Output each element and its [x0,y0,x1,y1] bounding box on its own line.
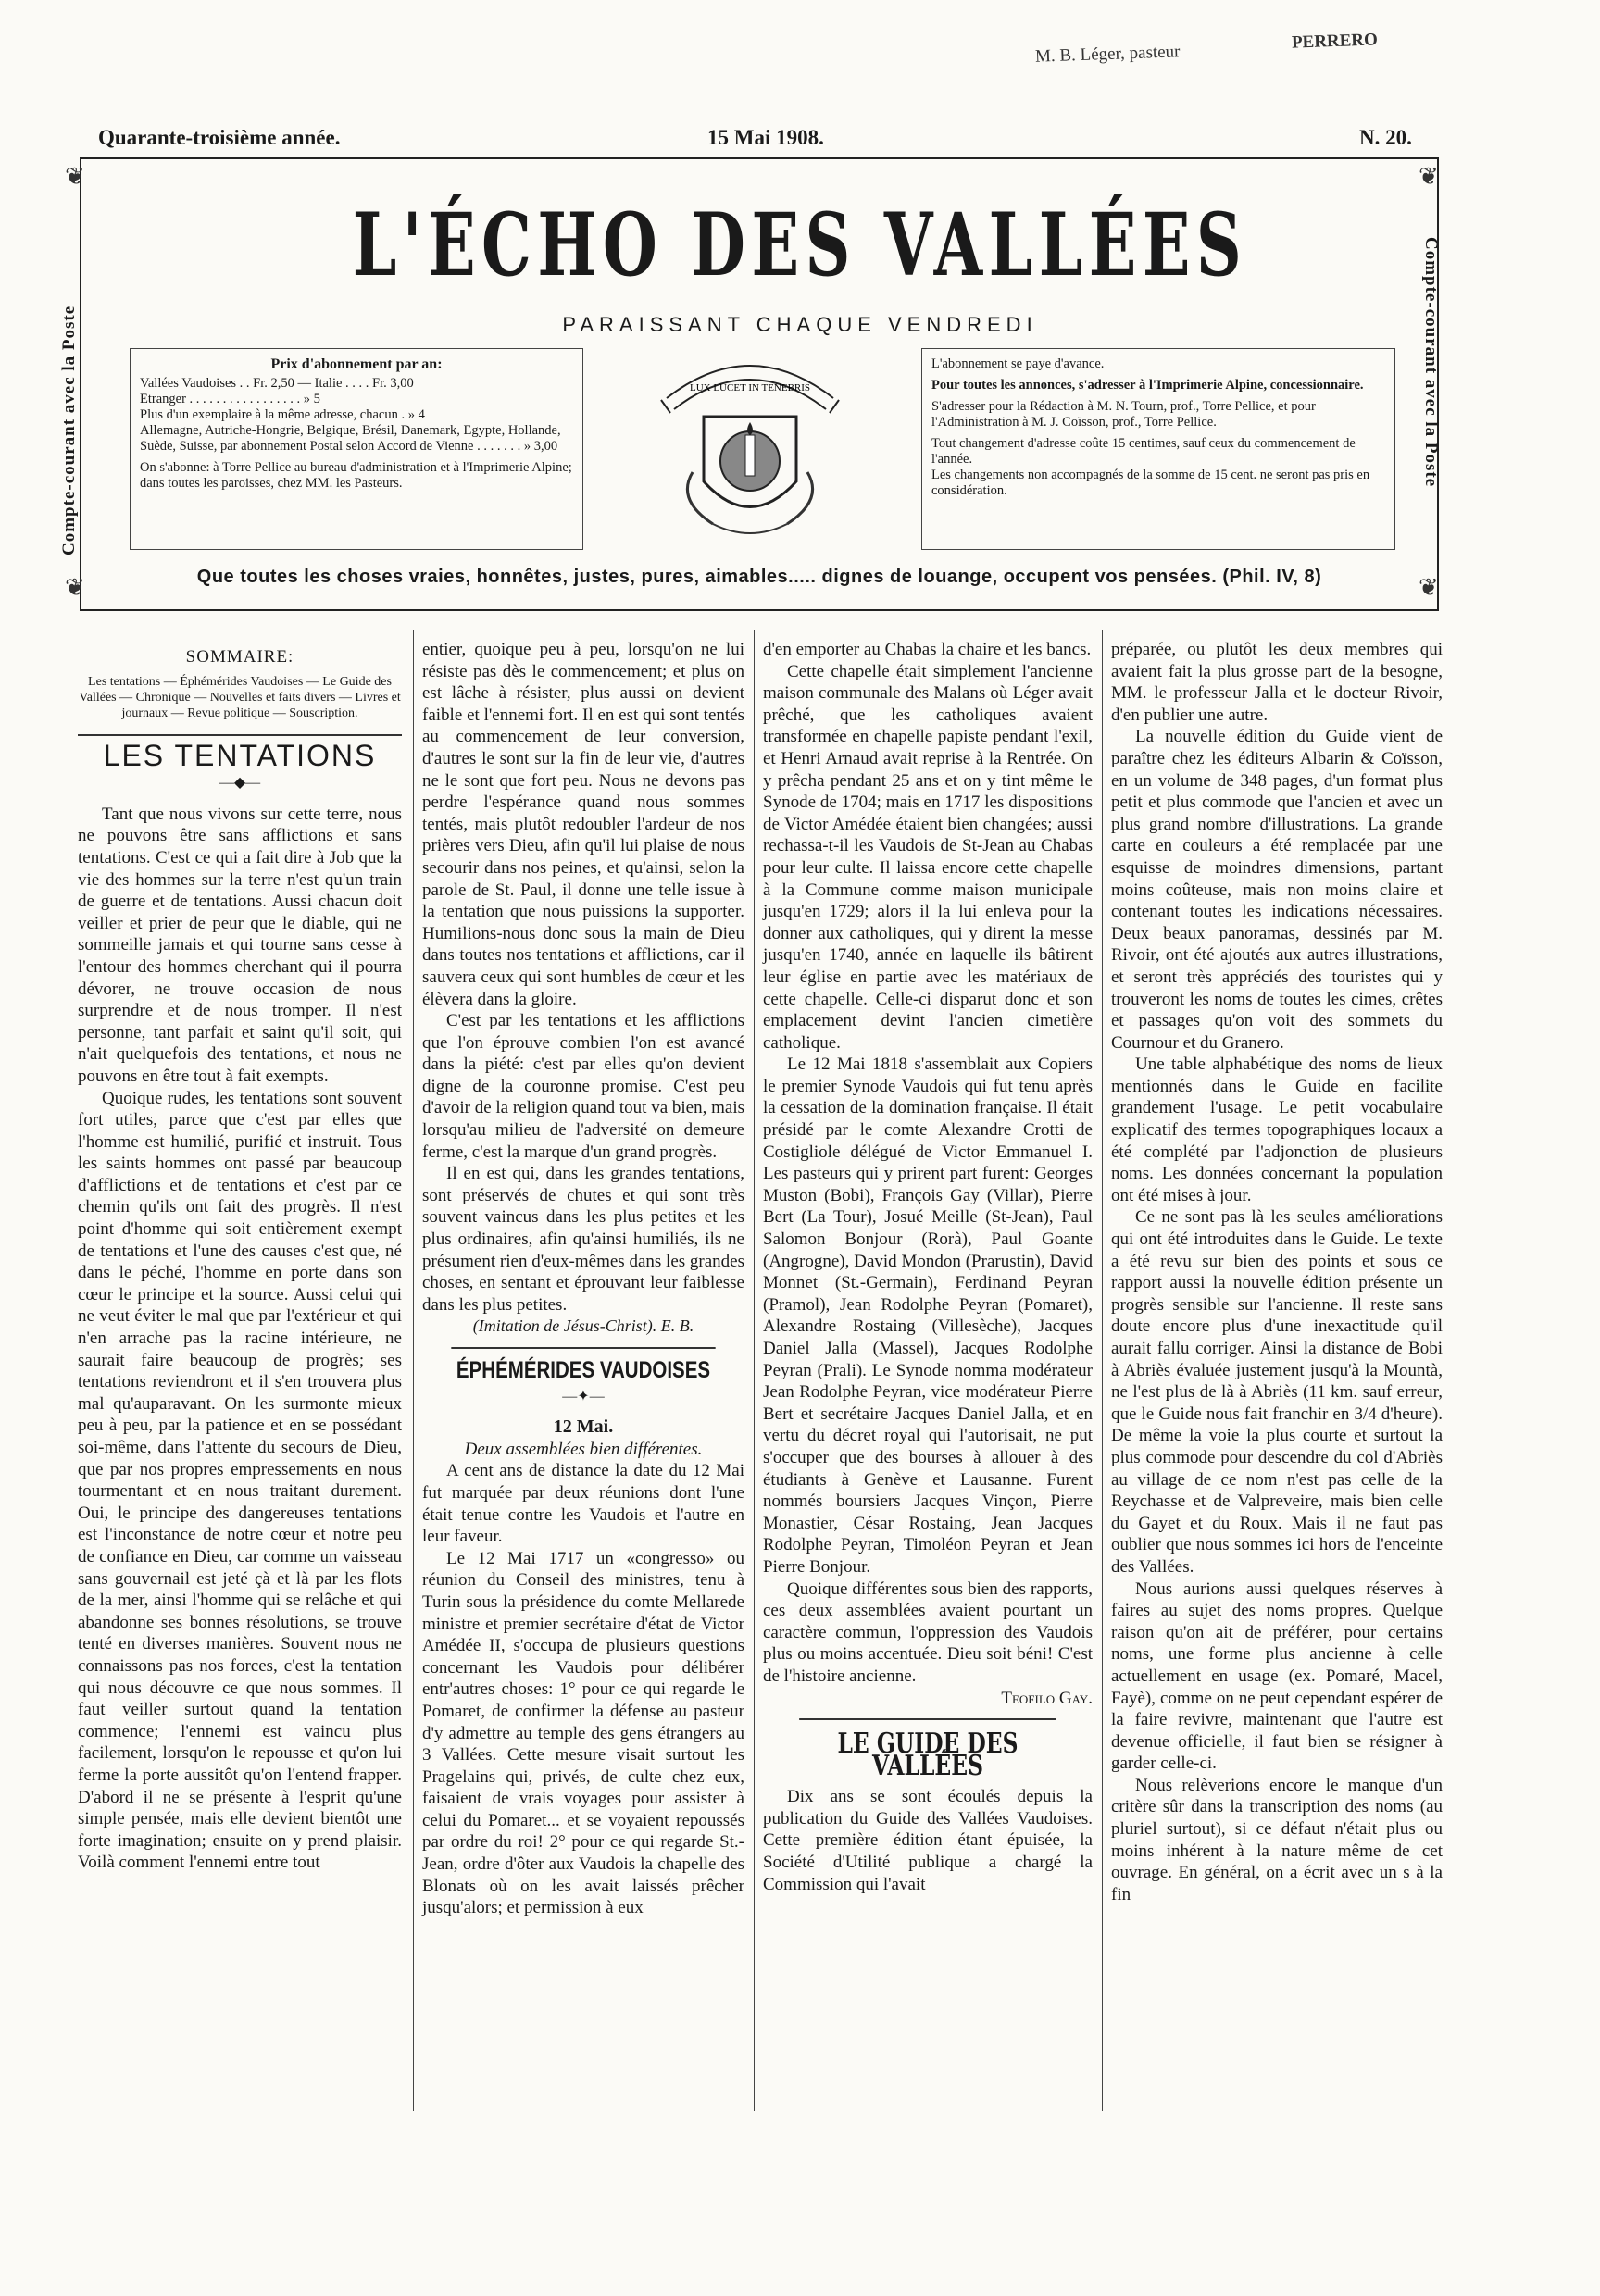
paragraph: Nous relèverions encore le manque d'un critère sûr dans la transcription des noms (au pluriel surtout), si ce défaut n'était plus ou moins inhérent à la nature même de cet ouvrage. En général, on a écrit avec un s à la fin [1111,1775,1443,1904]
place-stamp: PERRERO [1291,30,1379,53]
year-label: Quarante-troisième année. [98,126,341,149]
subscription-line: Vallées Vaudoises . . Fr. 2,50 — Italie . . . . Fr. 3,00 [140,376,414,391]
paragraph: Le 12 Mai 1818 s'assemblait aux Copiers le premier Synode Vaudois qui fut tenu après la cessation de la domination française. Il était présidé par le comte Alexandre Crotti de Costigliole délégué de Victor Emmanuel I. Les pasteurs qui y prirent part furent: Georges Muston (Bobi), François Gay (Villar), Pierre Bert (La Tour), Josué Meille (St-Jean), Paul Salomon Bonjour (Rorà), Paul Goante (Angrogne), David Mondon (Prarustin), David Monnet (St.-Germain), Ferdinand Peyran (Pramol), Jean Rodolphe Peyran (Pomaret), Alexandre Rostaing (Villesèche), Jacques Daniel Jalla (Massel), Jacques Rodolphe Peyran (Prali). Le Synode nomma modérateur Jean Rodolphe Peyran, vice modérateur Pierre Bert et secrétaire Jacques Daniel Jalla, et en vertu du décret royal qui l'autorisait, ne put s'occuper que des bourses à allouer à des étudiants à Genève et Lausanne. Furent nommés boursiers Jacques Vinçon, Pierre Monastier, César Rostaing, Jean Jacques Rodolphe Peyran, Timoléon Peyran et Jean Pierre Bonjour. [763,1054,1093,1577]
subscription-line: Plus d'un exemplaire à la même adresse, chacun . » 4 [140,407,425,422]
ephemeris-date: 12 Mai. [553,1416,614,1438]
paragraph: entier, quoique peu à peu, lorsqu'on ne lui résiste pas dès le commencement; et plus on est lâche à résister, plus aussi on devient faible et l'ennemi fort. Il en est qui sont tentés au commencement de leur conversion, d'autres le sont sur la fin de leur vie, d'autres ne le sont que fort peu. Nous ne devons pas perdre l'espérance quand nous sommes tentés, mais plutôt redoubler l'ardeur de nos prières vers Dieu, afin qu'il lui plaise de nous secourir dans nos peines, et qu'ainsi, selon la parole de St. Paul, il donne une telle issue à la tentation que nous puissions la supporter. Humilions-nous donc sous la main de Dieu dans toutes nos tentations et afflictions, car il sauvera ceux qui sont humbles de cœur et les élèvera dans la gloire. [422,640,744,1009]
seal-emblem-icon [648,343,852,565]
paragraph: La nouvelle édition du Guide vient de paraître chez les éditeurs Albarin & Coïsson, en un volume de 348 pages, d'un format plus petit et plus commode que l'ancien et avec un plus grand nombre d'illustrations. La grande carte en couleurs a été remplacée par une esquisse de moindres dimensions, partant moins coûteuse, mais non moins claire et contenant toutes les indications nécessaires. Deux beaux panoramas, dessinés par M. Rivoir, ont été ajoutés aux autres illustrations, et seront très appréciés des touristes qui y trouveront les noms de toutes les cimes, crêtes et passages qu'on voit des sommets du Cournour et du Granero. [1111,727,1443,1053]
paragraph: Nous aurions aussi quelques réserves à faires au sujet des noms propres. Quelque raison qu'on ait de préférer, pour certains noms, une forme plus ancienne à celle actuellement en usage (ex. Pomaré, Macel, Fayè), comme on ne peut cependant espérer de la faire revivre, maintenant que l'autre est devenue officielle, il faut bien se résigner à garder celle-ci. [1111,1578,1443,1774]
column-rule [754,630,755,2111]
paragraph: Le 12 Mai 1717 un «congresso» ou réunion du Conseil des ministres, tenu à Turin sous la présidence du comte Mellarede ministre et premier secrétaire d'état de Victor Amédée II, s'occupa de plusieurs questions concernant les Vaudois pour délibérer entr'autres choses: 1° pour ce qui regarde le Pomaret, de confirmer la défense au pasteur d'y admettre au temple des gens étrangers au 3 Vallées. Cette mesure visait surtout les Pragelains qui, privés, de culte chez eux, faisaient de vrais voyages pour assister à celui du Pomaret... et se voyaient repoussés par ordre du roi! 2° pour ce qui regarde St.-Jean, ordre d'ôter aux Vaudois la chapelle des Blonats où on les avait laissés prêcher jusqu'alors; et permission à eux [422,1548,744,1918]
column-2 [422,639,744,1919]
article-heading: LE GUIDE DES VALLÉES [799,1718,1056,1777]
paragraph: C'est par les tentations et les afflictions que l'on éprouve combien l'on est avancé dans la piété: c'est par elles qu'on devient digne de la couronne promise. C'est peu d'avoir de la religion quand tout va bien, mais lorsqu'au milieu de l'adversité on demeure ferme, c'est la marque d'un grand progrès. [422,1011,744,1162]
sommaire-heading: SOMMAIRE: [185,647,294,667]
notices-box [921,348,1395,550]
issue-date: 15 Mai 1908. [707,126,824,149]
paragraph: préparée, ou plutôt les deux membres qui avaient fait la plus grosse part de la besogne, MM. le professeur Jalla et le docteur Rivoir, d'en publier une autre. [1111,640,1443,725]
article-signature: Teofilo Gay. [1001,1688,1093,1708]
notice-item: Les changements non accompagnés de la somme de 15 cent. ne seront pas pris en considération. [931,468,1370,498]
paragraph: d'en emporter au Chabas la chaire et les bancs. [763,640,1092,659]
scroll-ornament: ❦ [1419,574,1439,601]
article-heading: LES TENTATIONS [78,734,402,767]
scroll-ornament: ❦ [1419,163,1439,190]
paragraph: Quoique rudes, les tentations sont souvent fort utiles, parce que c'est par elles que l'homme est humilié, purifié et instruit. Tous les saints hommes ont passé par beaucoup d'afflictions et de tentations et c'est par ce chemin qu'ils ont fait des progrès. Il n'est point d'homme qui soit entièrement exempt de tentations et l'une des causes c'est que, né dans le péché, l'homme en porte dans son cœur le principe et la source. Aussi celui qui ne veut éviter le mal que par l'extérieur et qui n'en arrache pas la racine intérieure, ne saurait faire beaucoup de progrès; ses tentations reviendront et il s'en trouvera plus mal qu'auparavant. On les surmonte mieux peu à peu, par la patience et en se possédant soi-même, dans l'attente du secours de Dieu, que par nos propres empressements en nous tourmentant et en nous traitant durement. Oui, le principe des dangereuses tentations est l'inconstance de notre cœur et notre peu de confiance en Dieu, car comme un vaisseau sans gouvernail est jeté çà et là par les flots de la mer, ainsi l'homme qui se relâche et qui abandonne ses bonnes résolutions, se trouve tenté en diverses manières. Souvent nous ne connaissons pas nos forces, c'est la tentation qui nous découvre ce que nous sommes. Il faut veiller surtout quand la tentation commence; l'ennemi est vaincu plus facilement, lorsqu'on le repousse et qu'on lui ferme la porte aussitôt qu'on l'entend frapper. D'abord il ne se présente à l'esprit qu'une simple pensée, mais elle devient bientôt une forte imagination; ensuite on y prend plaisir. Voilà comment l'ennemi entre tout [78,1088,402,1873]
newspaper-title: L'ÉCHO DES VALLÉES [352,194,1248,296]
article-heading: ÉPHÉMÉRIDES VAUDOISES [451,1347,715,1382]
column-rule [413,630,414,2111]
subscription-heading: Prix d'abonnement par an: [270,356,443,372]
column-1 [78,639,402,1874]
paragraph: A cent ans de distance la date du 12 Mai fut marquée par deux réunions dont l'une était tenue contre les Vaudois et l'autre en leur faveur. [422,1461,744,1547]
paragraph: Ce ne sont pas là les seules améliorations qui ont été introduites dans le Guide. Le texte a été revu sur bien des points et sous ce rapport aussi la nouvelle édition présente un progrès sensible sur l'ancienne. Il reste sans doute encore plus d'une inexactitude qu'il aurait fallu corriger. Ainsi la distance de Bobi à Abriès évaluée justement jusqu'à la Mountà, ne l'est plus de là à Abriès (11 km. sauf erreur, que le Guide nous fait franchir en 3/4 d'heure). De même la voie la plus courte et surtout la plus commode pour descendre du col d'Abriès au village de ce nom n'est pas celle de la Reychasse et de Valpreveire, mais bien celle du Gayet et du Roux. Mais il ne faut pas oublier que nous sommes ici hors de l'enceinte des Vallées. [1111,1207,1443,1577]
subscription-line: Etranger . . . . . . . . . . . . . . . . . » 5 [140,392,320,406]
column-4 [1111,639,1443,1905]
paragraph: Tant que nous vivons sur cette terre, nous ne pouvons être sans afflictions et sans tentations. C'est ce qui a fait dire à Job que la vie des hommes sur la terre n'est qu'un train de guerre et de tentations. Aussi chacun doit veiller et prier de peur que le diable, qui ne sommeille jamais et qui tourne sans cesse à l'entour des hommes cherchant qui il pourra dévorer, ne trouve occasion de nous surprendre et de nous tromper. Il n'est personne, tant parfait et saint qu'il soit, qui n'ait quelquefois des tentations, et nous ne pouvons en être tout à fait exempts. [78,804,402,1086]
seal-motto: LUX LUCET IN TENEBRIS [689,382,811,393]
motto: Que toutes les choses vraies, honnêtes, justes, pures, aimables..... dignes de louange, occupent vos pensées. (Phil. IV, 8) [196,567,1322,587]
subscription-note: On s'abonne: à Torre Pellice au bureau d'administration et à l'Imprimerie Alpine; dans toutes les paroisses, chez MM. les Pasteurs. [140,460,572,491]
paragraph: Dix ans se sont écoulés depuis la publication du Guide des Vallées Vaudoises. Cette première édition étant épuisée, la Société d'Utilité publique a chargé la Commission qui l'avait [763,1787,1093,1894]
divider-ornament: —✦— [562,1388,605,1404]
scroll-ornament: ❦ [65,163,85,190]
column-rule [1102,630,1103,2111]
issue-number: N. 20. [1359,126,1412,149]
column-3 [763,639,1093,1895]
masthead-divider [80,609,1439,611]
article-source: (Imitation de Jésus-Christ). E. B. [472,1316,694,1336]
notice-item: S'adresser pour la Rédaction à M. N. Tourn, prof., Torre Pellice, et pour l'Administration à M. J. Coïsson, prof., Torre Pellice. [931,399,1316,430]
scroll-ornament: ❦ [65,574,85,601]
paragraph: Il en est qui, dans les grandes tentations, sont préservés de chutes et qui sont très souvent vaincus dans les plus petites et les plus ordinaires, afin qu'ainsi humiliés, ils ne présument rien d'eux-mêmes dans les grandes choses, en sentant et éprouvant leur faiblesse dans les plus petites. [422,1164,744,1315]
side-text-right: Compte-courant avec la Poste [1421,237,1441,488]
subscription-line: Allemagne, Autriche-Hongrie, Belgique, Brésil, Danemark, Egypte, Hollande, Suède, Suisse, par abonnement Postal selon Accord de Vienne . . . . . . . » 3,00 [140,423,561,454]
owner-annotation: M. B. Léger, pasteur [1034,42,1181,67]
sommaire-text: Les tentations — Éphémérides Vaudoises — Le Guide des Vallées — Chronique — Nouvelles et faits divers — Livres et journaux — Revue politique — Souscription. [79,674,401,720]
paragraph: Cette chapelle était simplement l'ancienne maison communale des Malans où Léger avait prêché, que les catholiques avaient transformée en chapelle papiste pendant l'exil, et Henri Arnaud avait reprise à la Rentrée. On y prêcha pendant 25 ans et on y tint même le Synode de 1704; mais en 1717 les dispositions de Victor Amédée étaient bien changées; aussi rechassa-t-il les Vaudois de St-Jean au Chabas pour leur culte. Il laissa encore cette chapelle à la Commune comme maison municipale jusqu'en 1729; alors il la lui enleva pour la donner aux catholiques, qui y dirent la messe jusqu'en 1740, année en laquelle ils bâtirent leur église en partie avec les matériaux de cette chapelle. Celle-ci disparut donc et son emplacement devint l'ancien cimetière catholique. [763,661,1093,1053]
paragraph: Une table alphabétique des noms de lieux mentionnés dans le Guide en facilite grandement l'usage. Le petit vocabulaire explicatif des termes topographiques locaux a été complété par l'adjonction de plusieurs noms. Les données concernant la population ont été mises à jour. [1111,1054,1443,1205]
notice-item: Tout changement d'adresse coûte 15 centimes, sauf ceux du commencement de l'année. [931,436,1356,467]
paragraph: Quoique différentes sous bien des rapports, ces deux assemblées avaient pourtant un caractère commun, l'oppression des Vaudois plus ou moins accentuée. Dieu soit béni! C'est de l'histoire ancienne. [763,1578,1093,1686]
subscription-box [130,348,583,550]
side-text-left: Compte-courant avec la Poste [59,305,79,555]
divider-ornament: —◆— [219,775,261,792]
notice-item: Pour toutes les annonces, s'adresser à l'Imprimerie Alpine, concessionnaire. [931,378,1364,393]
ephemeris-subtitle: Deux assemblées bien différentes. [464,1439,703,1459]
newspaper-subtitle: PARAISSANT CHAQUE VENDREDI [562,313,1038,336]
notice-item: L'abonnement se paye d'avance. [931,356,1105,371]
